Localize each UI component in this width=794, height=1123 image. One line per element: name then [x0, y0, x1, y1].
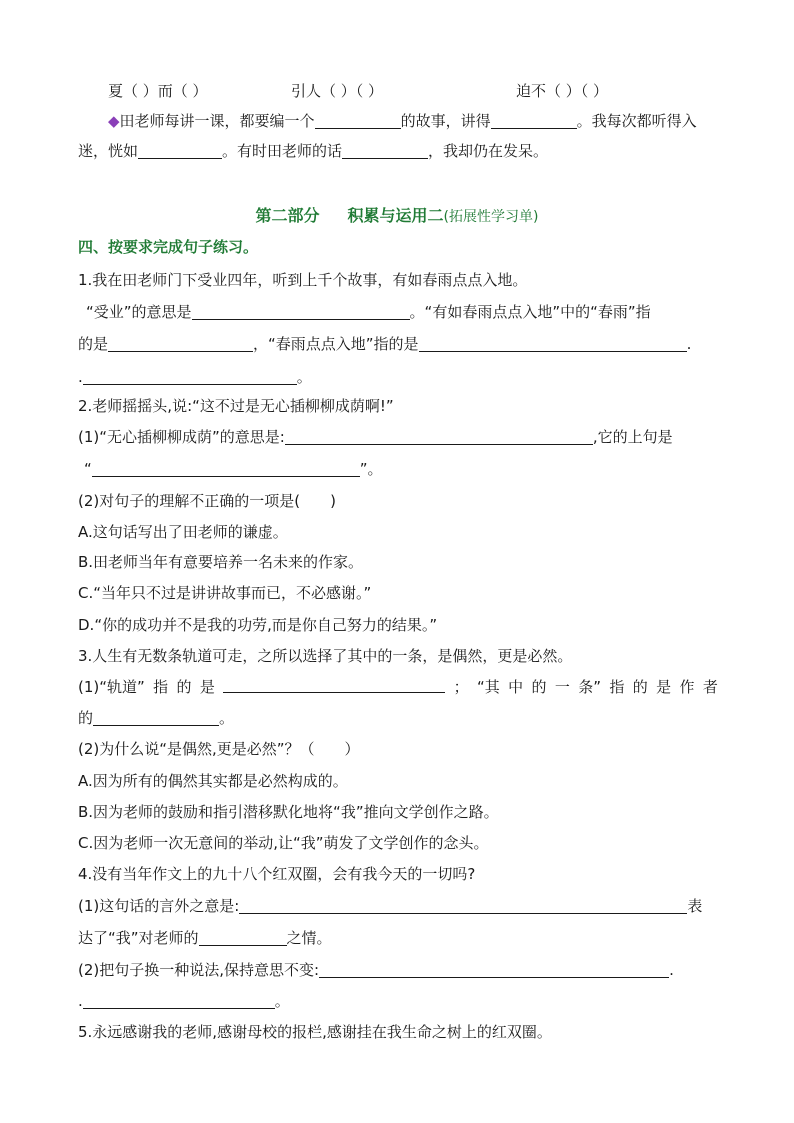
idiom-row [108, 80, 748, 102]
blank[interactable] [83, 368, 297, 385]
question-2: 2.老师摇摇头,说:“这不过是无心插柳柳成荫啊!” [78, 397, 394, 415]
q4-sub-1: (1)这句话的言外之意是: 表 [78, 897, 703, 915]
q2-sub-2: (2)对句子的理解不正确的一项是( ) [78, 492, 336, 510]
blank[interactable] [491, 112, 577, 129]
q2-option-c[interactable]: C.“当年只不过是讲讲故事而已，不必感谢。” [78, 584, 372, 602]
fill-line-2: 迷，恍如 。有时田老师的话 ，我却仍在发呆。 [78, 142, 549, 160]
q4-sub-1-cont: 达了“我”对老师的 之情。 [78, 929, 332, 947]
blank[interactable] [319, 961, 669, 978]
q3-sub-2: (2)为什么说“是偶然,更是必然”？（ ） [78, 740, 360, 758]
q2-option-a[interactable]: A.这句话写出了田老师的谦虚。 [78, 523, 288, 541]
blank[interactable] [239, 897, 687, 914]
q2-option-d[interactable]: D.“你的成功并不是我的功劳,而是你自己努力的结果。” [78, 616, 438, 634]
fill-line-1: ◆田老师每讲一课，都要编一个 的故事，讲得 。我每次都听得入 [108, 112, 697, 130]
blank[interactable] [285, 428, 593, 445]
q3-sub-1: (1)“轨道” 指 的 是 ； “其 中 的 一 条” 指 的 是 作 者 [78, 678, 718, 696]
q2-sub-1: (1)“无心插柳柳成荫”的意思是: ,它的上句是 [78, 428, 673, 446]
q2-option-b[interactable]: B.田老师当年有意要培养一名未来的作家。 [78, 553, 364, 571]
blank[interactable] [138, 142, 222, 159]
blank[interactable] [419, 335, 687, 352]
blank[interactable] [108, 335, 253, 352]
blank[interactable] [93, 709, 219, 726]
blank[interactable] [199, 929, 287, 946]
q3-option-c[interactable]: C.因为老师一次无意间的举动,让“我”萌发了文学创作的念头。 [78, 834, 489, 852]
diamond-bullet-icon: ◆ [108, 112, 120, 130]
q3-option-a[interactable]: A.因为所有的偶然其实都是必然构成的。 [78, 772, 348, 790]
blank[interactable] [342, 142, 428, 159]
question-1: 1.我在田老师门下受业四年，听到上千个故事，有如春雨点点入地。 [78, 271, 528, 289]
idiom-3: 迫不（ ）（ ） [516, 82, 609, 100]
idiom-1: 夏（ ）而（ ） [108, 82, 208, 100]
blank[interactable] [192, 303, 410, 320]
q2-sub-1-cont: “ ”。 [84, 460, 383, 478]
part-label: 第二部分 [255, 206, 320, 225]
question-4: 4.没有当年作文上的九十八个红双圈，会有我今天的一切吗? [78, 865, 476, 883]
section-heading: 四、按要求完成句子练习。 [78, 238, 259, 256]
blank[interactable] [315, 112, 401, 129]
question-3: 3.人生有无数条轨道可走，之所以选择了其中的一条，是偶然，更是必然。 [78, 647, 573, 665]
question-5: 5.永远感谢我的老师,感谢母校的报栏,感谢挂在我生命之树上的红双圈。 [78, 1023, 552, 1041]
q4-sub-2-cont: . 。 [78, 992, 290, 1010]
q4-sub-2: (2)把句子换一种说法,保持意思不变: . [78, 961, 674, 979]
blank[interactable] [83, 992, 275, 1009]
q1-line-a: “受业”的意思是 。“有如春雨点点入地”中的“春雨”指 [86, 303, 651, 321]
section-title [0, 203, 794, 226]
q1-line-c: . 。 [78, 368, 312, 386]
blank[interactable] [223, 676, 445, 693]
q1-line-b: 的是 ，“春雨点点入地”指的是 . [78, 335, 692, 353]
blank[interactable] [92, 460, 360, 477]
part-subtitle: (拓展性学习单) [443, 209, 539, 225]
idiom-2: 引人（ ）（ ） [291, 82, 384, 100]
part-name: 积累与运用二 [347, 206, 444, 225]
q3-option-b[interactable]: B.因为老师的鼓励和指引潜移默化地将“我”推向文学创作之路。 [78, 803, 499, 821]
q3-sub-1-cont: 的 。 [78, 709, 235, 727]
